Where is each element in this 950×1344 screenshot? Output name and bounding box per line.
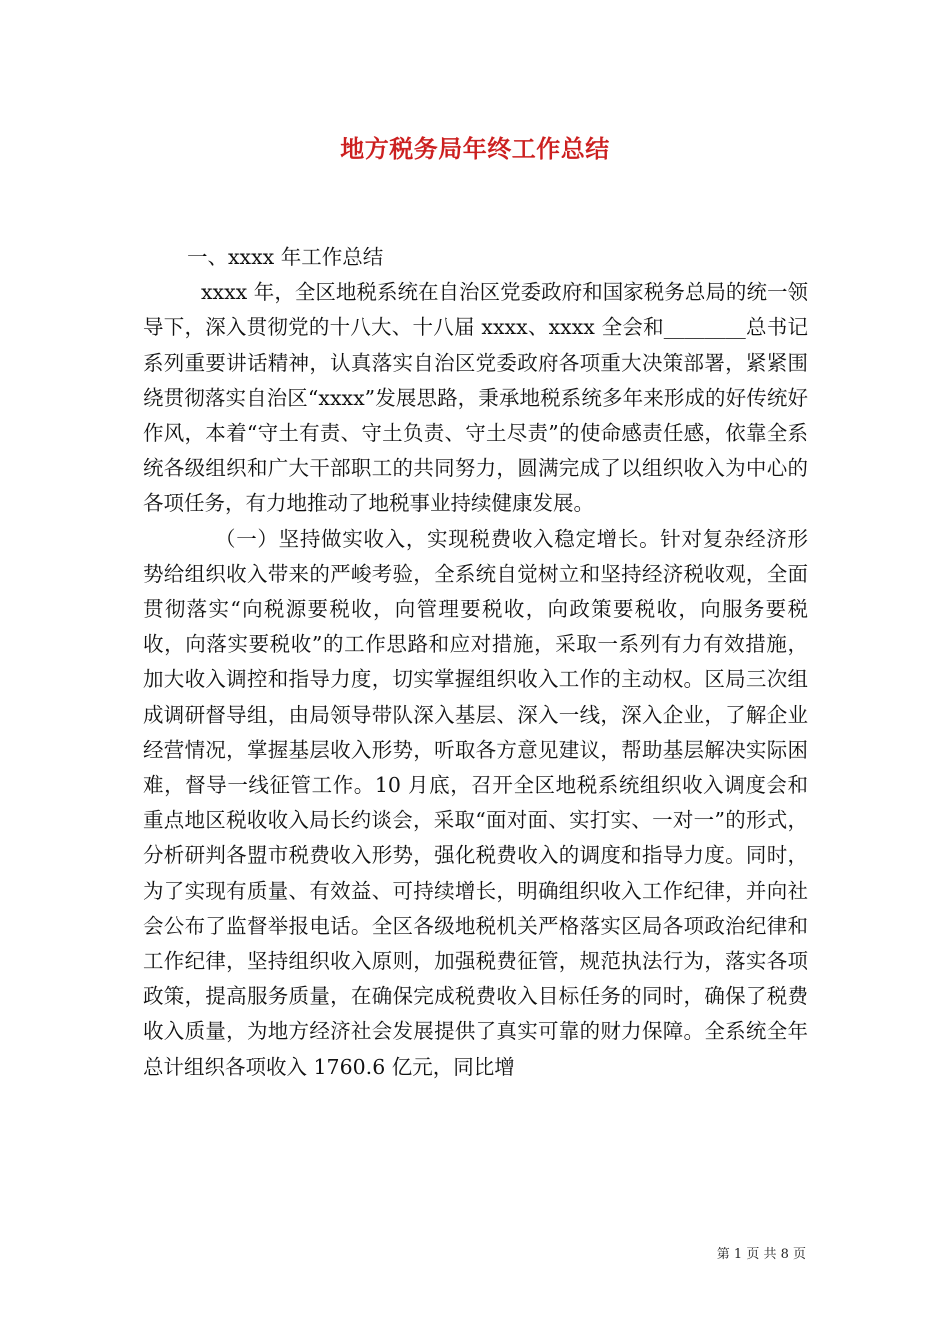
document-body xyxy=(143,240,808,1085)
document-title: 地方税务局年终工作总结 xyxy=(340,134,610,163)
paragraph-1: xxxx 年，全区地税系统在自治区党委政府和国家税务总局的统一领导下，深入贯彻党的十八大、十八届 xxxx、xxxx 全会和________总书记系列重要讲话精神，认真落实自治区党委政府各项重大决策部署，紧紧围绕贯彻落实自治区“xxxx”发展思路，秉承地税系统多年来形成的好传统好作风，本着“守土有责、守土负责、守土尽责”的使命感责任感，依靠全系统各级组织和广大干部职工的共同努力，圆满完成了以组织收入为中心的各项任务，有力地推动了地税事业持续健康发展。 xyxy=(143,280,808,516)
section-heading: 一、xxxx 年工作总结 xyxy=(187,245,384,269)
paragraph-2: （一）坚持做实收入，实现税费收入稳定增长。针对复杂经济形势给组织收入带来的严峻考验，全系统自觉树立和坚持经济税收观，全面贯彻落实“向税源要税收，向管理要税收，向政策要税收，向服务要税收，向落实要税收”的工作思路和应对措施，采取一系列有力有效措施，加大收入调控和指导力度，切实掌握组织收入工作的主动权。区局三次组成调研督导组，由局领导带队深入基层、深入一线，深入企业，了解企业经营情况，掌握基层收入形势，听取各方意见建议，帮助基层解决实际困难，督导一线征管工作。10 月底，召开全区地税系统组织收入调度会和重点地区税收收入局长约谈会，采取“面对面、实打实、一对一”的形式，分析研判各盟市税费收入形势，强化税费收入的调度和指导力度。同时，为了实现有质量、有效益、可持续增长，明确组织收入工作纪律，并向社会公布了监督举报电话。全区各级地税机关严格落实区局各项政治纪律和工作纪律，坚持组织收入原则，加强税费征管，规范执法行为，落实各项政策，提高服务质量，在确保完成税费收入目标任务的同时，确保了税费收入质量，为地方经济社会发展提供了真实可靠的财力保障。全系统全年总计组织各项收入 1760.6 亿元，同比增 xyxy=(143,526,808,1079)
page-number-footer: 第 1 页 共 8 页 xyxy=(716,1247,806,1262)
